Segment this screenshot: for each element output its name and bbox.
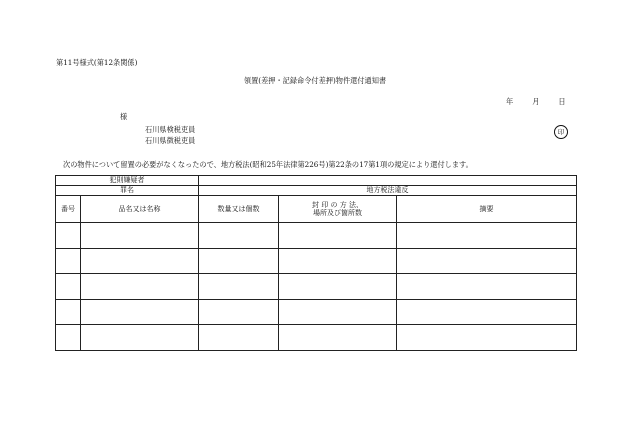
date-day-label: 日 xyxy=(558,97,566,106)
cell-seal-method xyxy=(279,325,397,351)
cell-item xyxy=(81,223,199,249)
document-title: 領置(差押・記録命令付差押)物件還付通知書 xyxy=(243,76,387,85)
table-row xyxy=(56,274,577,300)
date-month-label: 月 xyxy=(532,97,540,106)
form-number-label: 第11号様式(第12条関係) xyxy=(56,58,138,67)
cell-item xyxy=(81,248,199,274)
cell-remarks xyxy=(397,248,577,274)
column-header-row xyxy=(56,196,577,223)
cell-quantity xyxy=(199,248,279,274)
col-header-seal-method-line2: 場所及び箇所数 xyxy=(313,209,362,217)
suspect-value xyxy=(199,176,577,186)
cell-item xyxy=(81,299,199,325)
cell-remarks xyxy=(397,274,577,300)
cell-quantity xyxy=(199,274,279,300)
col-header-number: 番号 xyxy=(56,196,81,223)
suspect-label: 犯則嫌疑者 xyxy=(56,176,199,186)
cell-quantity xyxy=(199,223,279,249)
table-row xyxy=(56,223,577,249)
date-year-label: 年 xyxy=(506,97,514,106)
col-header-remarks: 摘要 xyxy=(397,196,577,223)
cell-remarks xyxy=(397,325,577,351)
cell-remarks xyxy=(397,223,577,249)
cell-number xyxy=(56,248,81,274)
cell-number xyxy=(56,274,81,300)
official-title-collector: 石川県徴税吏員 xyxy=(145,136,196,145)
property-table xyxy=(55,175,576,351)
charge-label: 罪名 xyxy=(56,186,199,196)
notice-body-text: 次の物件について留置の必要がなくなったので、地方税法(昭和25年法律第226号)第22条の17第1項の規定により還付します。 xyxy=(63,160,473,169)
cell-item xyxy=(81,325,199,351)
table-row xyxy=(56,325,577,351)
cell-seal-method xyxy=(279,274,397,300)
cell-remarks xyxy=(397,299,577,325)
charge-row xyxy=(56,186,577,196)
col-header-seal-method xyxy=(279,196,397,223)
cell-number xyxy=(56,325,81,351)
cell-quantity xyxy=(199,325,279,351)
cell-seal-method xyxy=(279,223,397,249)
charge-value: 地方税法違反 xyxy=(199,186,577,196)
cell-quantity xyxy=(199,299,279,325)
table-row xyxy=(56,299,577,325)
table-row xyxy=(56,248,577,274)
seal-mark: 印 xyxy=(554,125,568,139)
cell-number xyxy=(56,299,81,325)
cell-seal-method xyxy=(279,248,397,274)
col-header-item: 品名又は名称 xyxy=(81,196,199,223)
cell-item xyxy=(81,274,199,300)
col-header-quantity: 数量又は個数 xyxy=(199,196,279,223)
suspect-row xyxy=(56,176,577,186)
addressee-honorific: 様 xyxy=(120,112,128,121)
date-line xyxy=(506,98,566,105)
col-header-seal-method-line1: 封 印 の 方 法、 xyxy=(312,200,363,209)
official-title-inspector: 石川県検税吏員 xyxy=(145,125,196,134)
cell-number xyxy=(56,223,81,249)
cell-seal-method xyxy=(279,299,397,325)
